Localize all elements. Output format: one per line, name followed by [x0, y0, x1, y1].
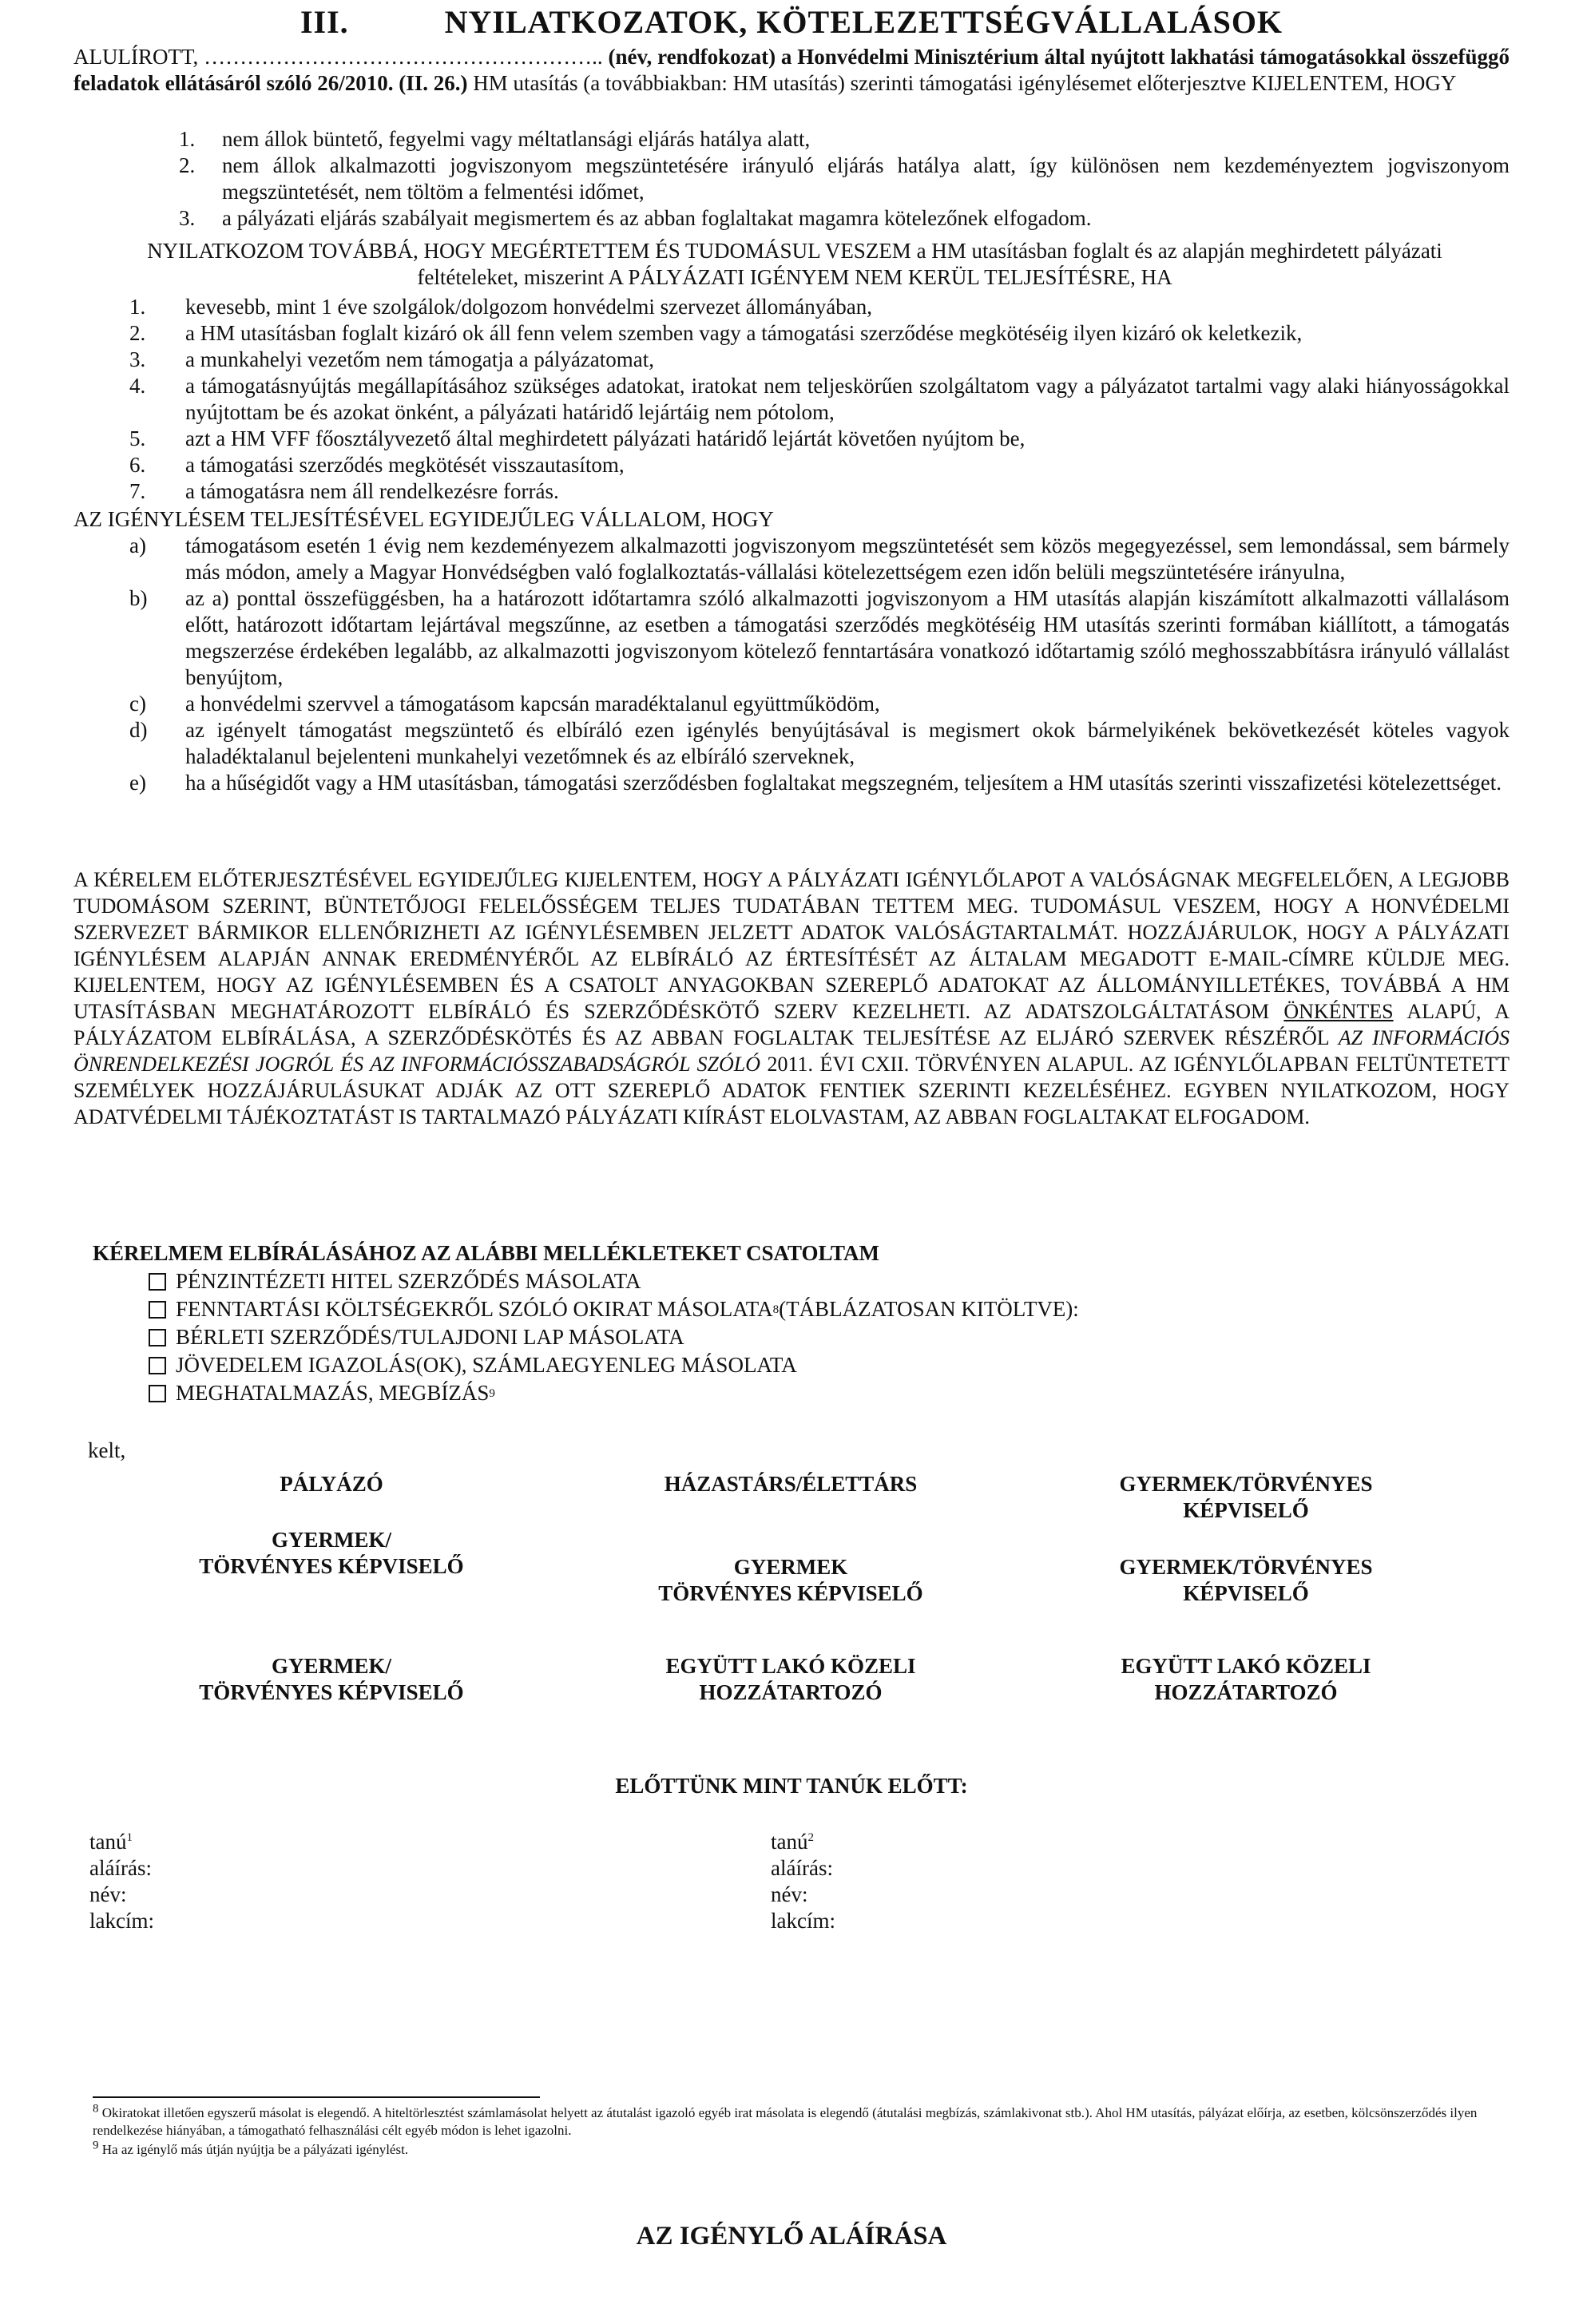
list-item: b) az a) ponttal összefüggésben, ha a határozott időtartamra szóló alkalmazotti jogviszonyom a HM utasítás alapján kiszámított alkalmazotti vállalásom előtt, határozott időtartam lejártával megszűnne, az esetben a támogatási szerződés megkötéséig HM utasítás szerinti formában kiállított, a támogatás megszerzése érdekében legalább, az alkalmazotti jogviszonyom kötelező fenntartására vonatkozó időtartamig szóló meghosszabbításra irányuló vállalást benyújtom, — [129, 586, 1510, 689]
list-item: 7. a támogatásra nem áll rendelkezésre forrás. — [129, 479, 559, 503]
checkbox[interactable] — [149, 1385, 166, 1402]
signatory-child-representative: GYERMEK/ TÖRVÉNYES KÉPVISELŐ — [199, 1654, 464, 1704]
statement-paragraph: A KÉRELEM ELŐTERJESZTÉSÉVEL EGYIDEJŰLEG KIJELENTEM, HOGY A PÁLYÁZATI IGÉNYLŐLAPOT A VALÓSÁGNAK MEGFELELŐEN, A LEGJOBB TUDOMÁSOM SZERINT, BÜNTETŐJOGI FELELŐSSÉGEM TELJES TUDATÁBAN TETTEM MEG. TUDOMÁSUL VESZEM, HOGY A HONVÉDELMI SZERVEZET BÁRMIKOR ELLENŐRIZHETI AZ IGÉNYLÉSEMBEN JELZETT ADATOK VALÓSÁGTARTALMÁT. HOZZÁJÁRULOK, HOGY A PÁLYÁZATI IGÉNYLÉSEM ALAPJÁN ANNAK EREDMÉNYÉRŐL AZ ELBÍRÁLÓ AZ ÉRTESÍTÉSÉT AZ ÁLTALAM MEGADOTT E-MAIL-CÍMRE KÜLDJE MEG. KIJELENTEM, HOGY AZ IGÉNYLÉSEMBEN ÉS A CSATOLT ANYAGOKBAN SZEREPLŐ ADATOKAT AZ ÁLLOMÁNYILLETÉKES, TOVÁBBÁ A HM UTASÍTÁSBAN MEGHATÁROZOTT ELBÍRÁLÓ ÉS SZERZŐDÉSKÖTŐ SZERV KEZELHETI. AZ ADATSZOLGÁLTATÁSOM ÖNKÉNTES ALAPÚ, A PÁLYÁZATOM ELBÍRÁLÁSA, A SZERZŐDÉSKÖTÉS ÉS AZ ABBAN FOGLALTAK TELJESÍTÉSE AZ ELJÁRÓ SZERVEK RÉSZÉRŐL AZ INFORMÁCIÓS ÖNRENDELKEZÉSI JOGRÓL ÉS AZ INFORMÁCIÓSSZABADSÁGRÓL SZÓLÓ 2011. ÉVI CXII. TÖRVÉNYEN ALAPUL. AZ IGÉNYLŐLAPBAN FELTÜNTETETT SZEMÉLYEK HOZZÁJÁRULÁSUKAT ADJÁK AZ OTT SZEREPLŐ ADATOK FENTIEK SZERINTI KEZELÉSÉHEZ. EGYBEN NYILATKOZOM, HOGY ADATVÉDELMI TÁJÉKOZTATÁST IS TARTALMAZÓ PÁLYÁZATI KIÍRÁST ELOLVASTAM, AZ ABBAN FOGLALTAKAT ELFOGADOM. — [73, 868, 1510, 1128]
signatory-child-representative: GYERMEK/ TÖRVÉNYES KÉPVISELŐ — [199, 1528, 464, 1578]
section2-title: NYILATKOZOM TOVÁBBÁ, HOGY MEGÉRTETTEM ÉS TUDOMÁSUL VESZEM a HM utasításban foglalt és az alapján meghirdetett pályázati feltételeket, miszerint A PÁLYÁZATI IGÉNYEM NEM KERÜL TELJESÍTÉSRE, HA — [147, 239, 1442, 289]
signatory-child-representative: GYERMEK/TÖRVÉNYES KÉPVISELŐ — [1119, 1472, 1373, 1522]
attachments-title: KÉRELMEM ELBÍRÁLÁSÁHOZ AZ ALÁBBI MELLÉKLETEKET CSATOLTAM — [93, 1241, 880, 1265]
attachment-item[interactable]: BÉRLETI SZERZŐDÉS/TULAJDONI LAP MÁSOLATA — [93, 1323, 1079, 1351]
checkbox[interactable] — [149, 1273, 166, 1291]
list-item: c) a honvédelmi szervvel a támogatásom kapcsán maradéktalanul együttműködöm, — [129, 692, 880, 716]
section-title: NYILATKOZATOK, KÖTELEZETTSÉGVÁLLALÁSOK — [444, 4, 1283, 40]
signatory-child-representative: GYERMEK TÖRVÉNYES KÉPVISELŐ — [658, 1555, 923, 1605]
list-item: d) az igényelt támogatást megszüntető és elbíráló ezen igénylés benyújtásával is megismert okok bármelyikének bekövetkezését köteles vagyok haladéktalanul bejelenteni munkahelyi vezetőmnek és az elbíráló szerveknek, — [129, 718, 1510, 768]
declarations-list — [73, 126, 1510, 232]
signatory-cohabiting-relative: EGYÜTT LAKÓ KÖZELI HOZZÁTARTOZÓ — [665, 1654, 916, 1704]
list-item: 3. a munkahelyi vezetőm nem támogatja a pályázatomat, — [129, 347, 655, 371]
attachments-section — [93, 1239, 1079, 1407]
list-item: 2. a HM utasításban foglalt kizáró ok áll fenn velem szemben vagy a támogatási szerződése megkötéséig ilyen kizáró ok keletkezik, — [129, 321, 1303, 345]
witness-title: ELŐTTÜNK MINT TANÚK ELŐTT: — [615, 1774, 968, 1798]
signatory-child-representative: GYERMEK/TÖRVÉNYES KÉPVISELŐ — [1119, 1555, 1373, 1605]
footnote: $^9$ Ha az igénylő más útján nyújtja be a pályázati igénylést. — [93, 2139, 409, 2157]
intro-paragraph — [73, 44, 1510, 97]
footnote: $^8$ Okiratokat illetően egyszerű másolat is elegendő. A hiteltörlesztést számlamásolat helyett az átutalást igazoló egyéb irat másolata is elegendő (átutalási megbízás, számlakivonat stb.). Ahol HM utasítás, pályázat előírja, az esetben, kölcsönszerződés ilyen rendelkezése hiányában, a támogatható felhasználási célt egyéb módon is lehet igazolni. — [93, 2102, 1478, 2138]
section-number: III. — [300, 4, 349, 40]
checkbox[interactable] — [149, 1301, 166, 1319]
signatory-applicant: PÁLYÁZÓ — [280, 1472, 383, 1496]
list-item: 2. nem állok alkalmazotti jogviszonyom megszüntetésére irányuló eljárás hatálya alatt, így különösen nem kezdeményeztem jogviszonyom megszüntetését, nem töltöm a felmentési időmet, — [179, 153, 1510, 204]
witness-1: tanú$^1$ aláírás: név: lakcím: — [89, 1830, 154, 1933]
place-date-label: kelt, — [88, 1438, 126, 1462]
footnote-separator — [93, 2096, 540, 2098]
list-item: 1. kevesebb, mint 1 éve szolgálok/dolgozom honvédelmi szervezet állományában, — [129, 295, 872, 319]
applicant-signature-label: AZ IGÉNYLŐ ALÁÍRÁSA — [636, 2222, 947, 2251]
conditions-list — [73, 294, 1510, 505]
attachment-item[interactable]: JÖVEDELEM IGAZOLÁS(OK), SZÁMLAEGYENLEG MÁSOLATA — [93, 1351, 1079, 1379]
attachment-item[interactable]: PÉNZINTÉZETI HITEL SZERZŐDÉS MÁSOLATA — [93, 1267, 1079, 1295]
attachment-item[interactable]: MEGHATALMAZÁS, MEGBÍZÁS 9 — [93, 1379, 1079, 1407]
list-item: e) ha a hűségidőt vagy a HM utasításban, támogatási szerződésben foglaltakat megszegném, teljesítem a HM utasítás szerinti visszafizetési kötelezettséget. — [129, 771, 1502, 795]
section3-title: AZ IGÉNYLÉSEM TELJESÍTÉSÉVEL EGYIDEJŰLEG VÁLLALOM, HOGY — [73, 507, 774, 531]
list-item: 3. a pályázati eljárás szabályait megismertem és az abban foglaltakat magamra kötelezőnek elfogadom. — [179, 206, 1092, 230]
intro-part1: ALULÍROTT, ……………………………………………….. — [73, 45, 609, 69]
checkbox[interactable] — [149, 1357, 166, 1374]
list-item: 4. a támogatásnyújtás megállapításához szükséges adatokat, iratokat nem teljeskörűen szolgáltatom vagy a pályázatot tartalmi vagy alaki hiányosságokkal nyújtottam be és azokat önként, a pályázati határidő lejártáig nem pótolom, — [129, 374, 1510, 424]
intro-part3: HM utasítás (a továbbiakban: HM utasítás) szerinti támogatási igénylésemet előterjesztve KIJELENTEM, HOGY — [467, 71, 1457, 95]
witness-2: tanú$^2$ aláírás: név: lakcím: — [771, 1830, 835, 1933]
list-item: 6. a támogatási szerződés megkötését visszautasítom, — [129, 453, 625, 477]
list-item: 1. nem állok büntető, fegyelmi vagy méltatlansági eljárás hatálya alatt, — [179, 127, 811, 151]
attachment-item[interactable]: FENNTARTÁSI KÖLTSÉGEKRŐL SZÓLÓ OKIRAT MÁSOLATA 8 (TÁBLÁZATOSAN KITÖLTVE): — [93, 1295, 1079, 1323]
list-item: a) támogatásom esetén 1 évig nem kezdeményezem alkalmazotti jogviszonyom megszüntetését sem közös megegyezéssel, sem lemondással, sem bármely más módon, amely a Magyar Honvédségben való foglalkoztatás-vállalási kötelezettségem ezen időn belüli megszüntetésére irányulna, — [129, 533, 1510, 584]
signatory-spouse: HÁZASTÁRS/ÉLETTÁRS — [664, 1472, 918, 1496]
commitments-list — [73, 533, 1510, 796]
list-item: 5. azt a HM VFF főosztályvezető által meghirdetett pályázati határidő lejártát követően nyújtom be, — [129, 426, 1026, 450]
signatory-cohabiting-relative: EGYÜTT LAKÓ KÖZELI HOZZÁTARTOZÓ — [1121, 1654, 1371, 1704]
checkbox[interactable] — [149, 1329, 166, 1346]
intro-part2: (név, rendfokozat) a Honvédelmi Minisztérium által nyújtott lakhatási támogatásokkal összefüggő feladatok ellátásáról szóló 26/2010. (II. 26.) — [73, 45, 1510, 95]
section-heading — [0, 3, 1583, 41]
